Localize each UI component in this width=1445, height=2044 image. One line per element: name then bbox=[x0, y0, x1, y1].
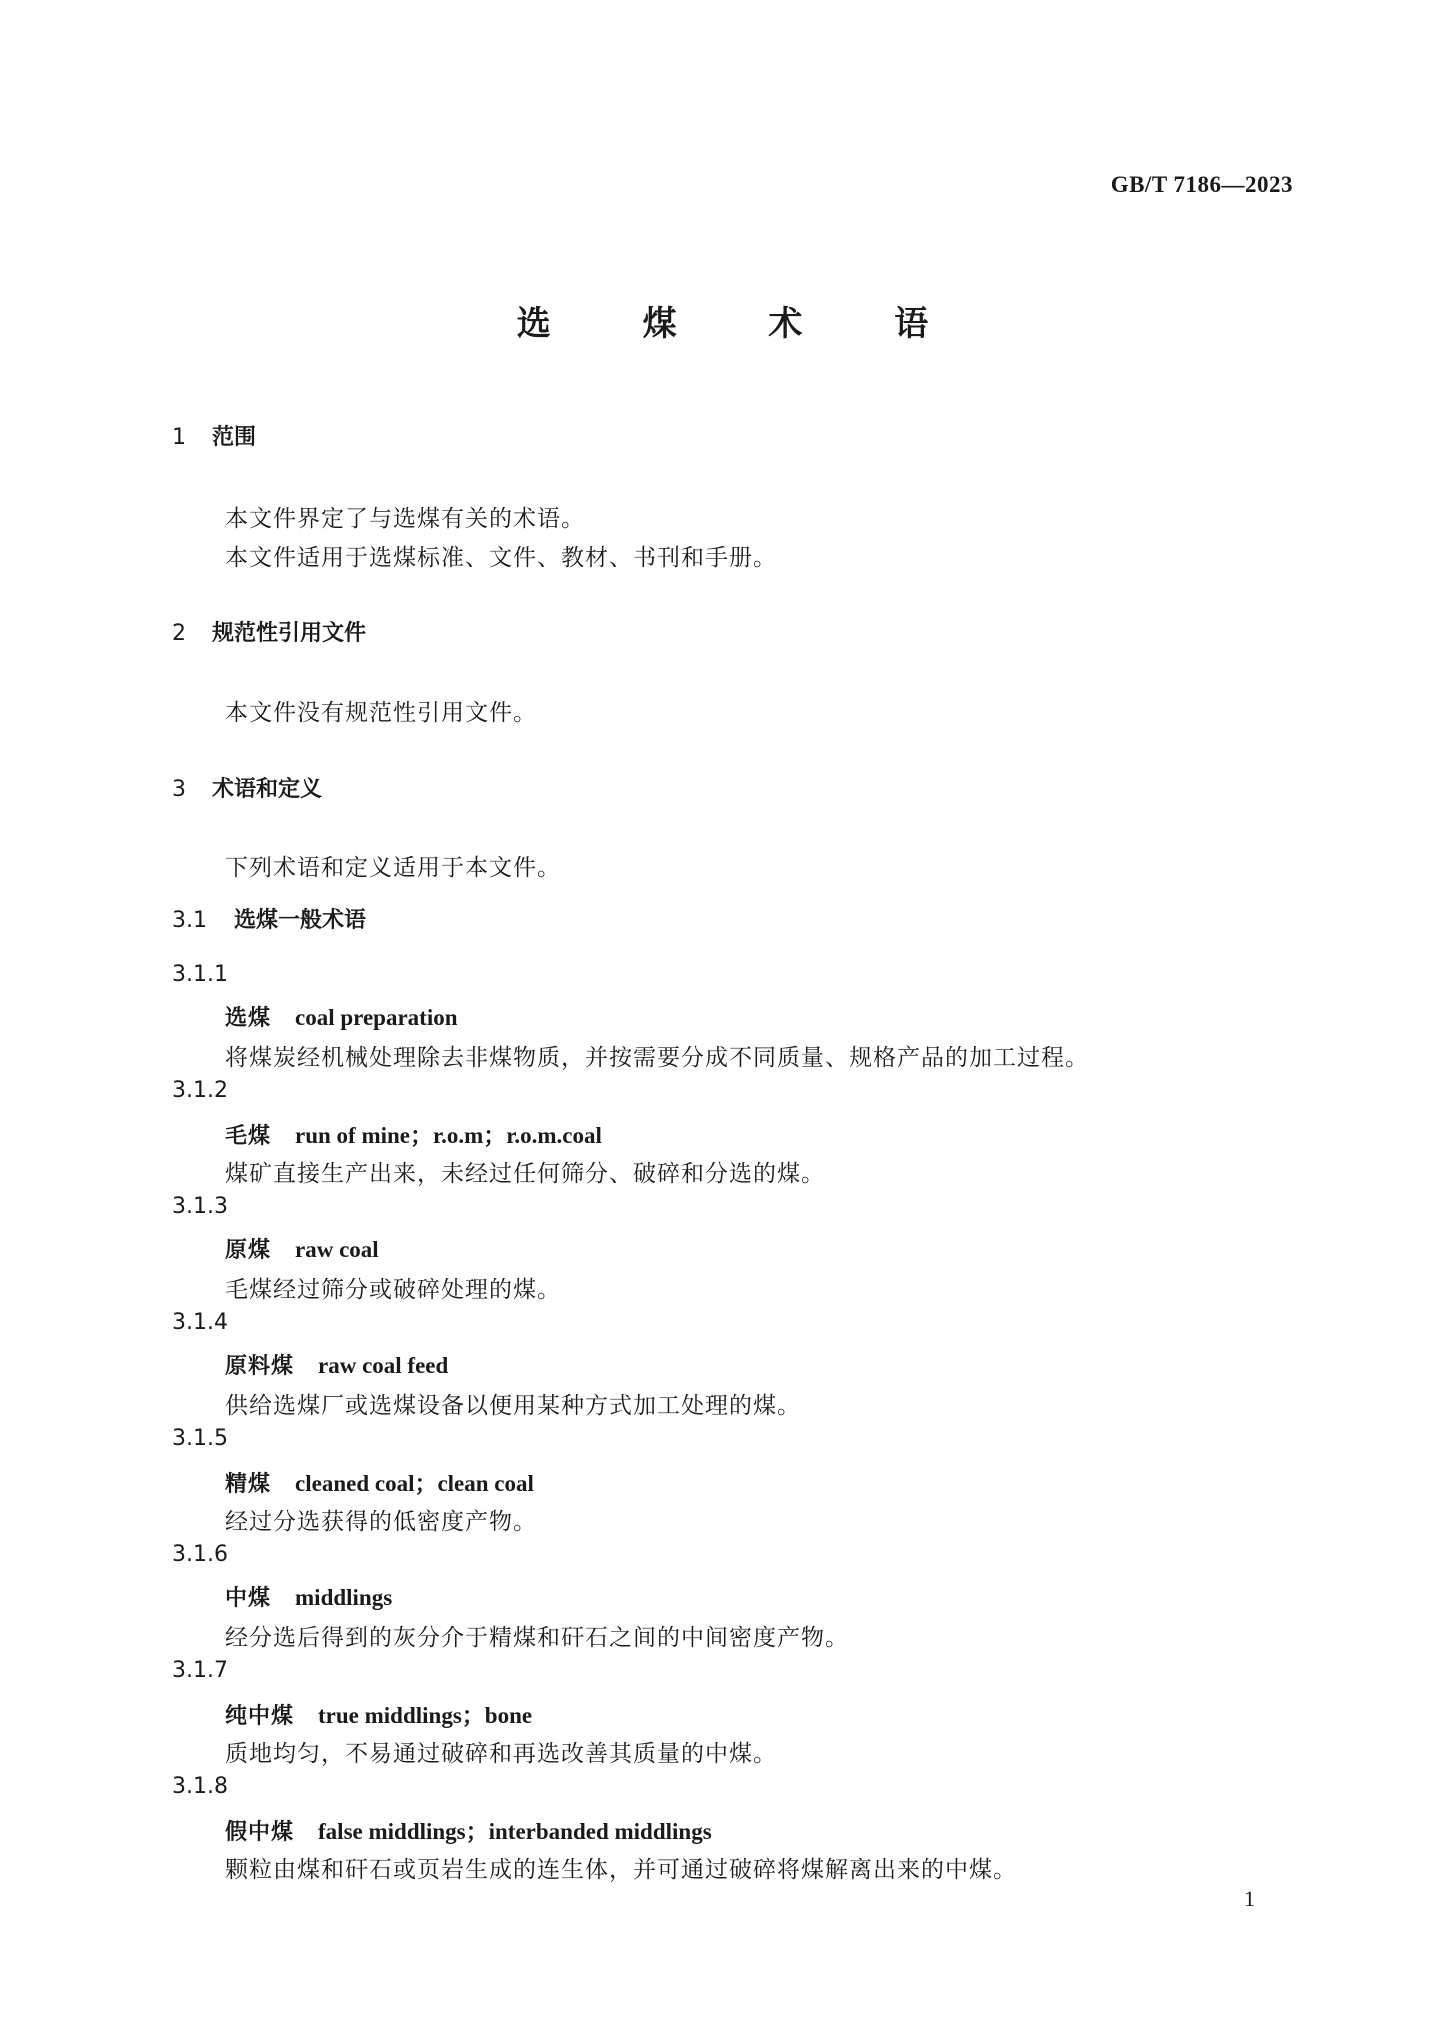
term-number: 3.1.7 bbox=[172, 1658, 228, 1683]
term-number: 3.1.6 bbox=[172, 1542, 228, 1567]
term-english: cleaned coal；clean coal bbox=[295, 1471, 534, 1496]
term-number: 3.1.1 bbox=[172, 962, 228, 987]
term-definition: 经分选后得到的灰分介于精煤和矸石之间的中间密度产物。 bbox=[225, 1625, 849, 1651]
term-english: run of mine；r.o.m；r.o.m.coal bbox=[295, 1123, 602, 1148]
term-english: coal preparation bbox=[295, 1005, 458, 1030]
term-english: true middlings；bone bbox=[318, 1703, 533, 1728]
paragraph: 本文件适用于选煤标准、文件、教材、书刊和手册。 bbox=[225, 545, 777, 571]
section-heading-scope bbox=[172, 420, 256, 451]
term-english: middlings bbox=[295, 1585, 393, 1610]
term-english: raw coal feed bbox=[318, 1353, 449, 1378]
term-definition: 经过分选获得的低密度产物。 bbox=[225, 1509, 537, 1535]
section-title: 范围 bbox=[212, 425, 257, 450]
term-chinese: 纯中煤 bbox=[225, 1704, 295, 1729]
term-english: false middlings；interbanded middlings bbox=[318, 1819, 712, 1844]
standard-code: GB/T 7186—2023 bbox=[1110, 172, 1293, 197]
term-chinese: 原料煤 bbox=[225, 1354, 295, 1379]
term-heading bbox=[225, 1697, 532, 1730]
term-chinese: 假中煤 bbox=[225, 1820, 295, 1845]
term-heading bbox=[225, 1581, 392, 1612]
term-chinese: 原煤 bbox=[225, 1238, 272, 1263]
subsection-heading bbox=[172, 903, 366, 934]
term-chinese: 选煤 bbox=[225, 1006, 272, 1031]
term-number: 3.1.3 bbox=[172, 1194, 228, 1219]
document-title: 选 煤 术 语 bbox=[516, 304, 969, 344]
section-number: 2 bbox=[172, 621, 186, 646]
section-number: 3 bbox=[172, 777, 186, 802]
term-definition: 毛煤经过筛分或破碎处理的煤。 bbox=[225, 1277, 561, 1303]
term-definition: 将煤炭经机械处理除去非煤物质，并按需要分成不同质量、规格产品的加工过程。 bbox=[225, 1045, 1089, 1071]
term-definition: 煤矿直接生产出来，未经过任何筛分、破碎和分选的煤。 bbox=[225, 1161, 825, 1187]
term-definition: 供给选煤厂或选煤设备以便用某种方式加工处理的煤。 bbox=[225, 1393, 801, 1419]
section-title: 选煤一般术语 bbox=[234, 908, 367, 933]
paragraph: 本文件界定了与选煤有关的术语。 bbox=[225, 506, 585, 532]
paragraph: 下列术语和定义适用于本文件。 bbox=[225, 855, 561, 881]
term-heading bbox=[225, 1233, 379, 1264]
term-chinese: 毛煤 bbox=[225, 1124, 272, 1149]
section-title: 规范性引用文件 bbox=[212, 621, 367, 646]
term-english: raw coal bbox=[295, 1237, 379, 1262]
term-number: 3.1.5 bbox=[172, 1426, 228, 1451]
term-definition: 质地均匀，不易通过破碎和再选改善其质量的中煤。 bbox=[225, 1741, 777, 1767]
section-title: 术语和定义 bbox=[212, 777, 323, 802]
term-heading bbox=[225, 1465, 534, 1498]
term-number: 3.1.8 bbox=[172, 1774, 228, 1799]
term-heading bbox=[225, 1117, 602, 1150]
term-heading bbox=[225, 1813, 712, 1846]
term-heading bbox=[225, 1001, 458, 1032]
section-number: 1 bbox=[172, 425, 186, 450]
term-number: 3.1.4 bbox=[172, 1310, 228, 1335]
term-definition: 颗粒由煤和矸石或页岩生成的连生体，并可通过破碎将煤解离出来的中煤。 bbox=[225, 1857, 1017, 1883]
paragraph: 本文件没有规范性引用文件。 bbox=[225, 700, 537, 726]
section-number: 3.1 bbox=[172, 908, 207, 933]
term-chinese: 精煤 bbox=[225, 1472, 272, 1497]
section-heading-terms bbox=[172, 772, 322, 803]
page-number: 1 bbox=[1244, 1886, 1255, 1911]
term-chinese: 中煤 bbox=[225, 1586, 272, 1611]
term-heading bbox=[225, 1349, 448, 1380]
section-heading-normative-references bbox=[172, 616, 366, 647]
term-number: 3.1.2 bbox=[172, 1078, 228, 1103]
